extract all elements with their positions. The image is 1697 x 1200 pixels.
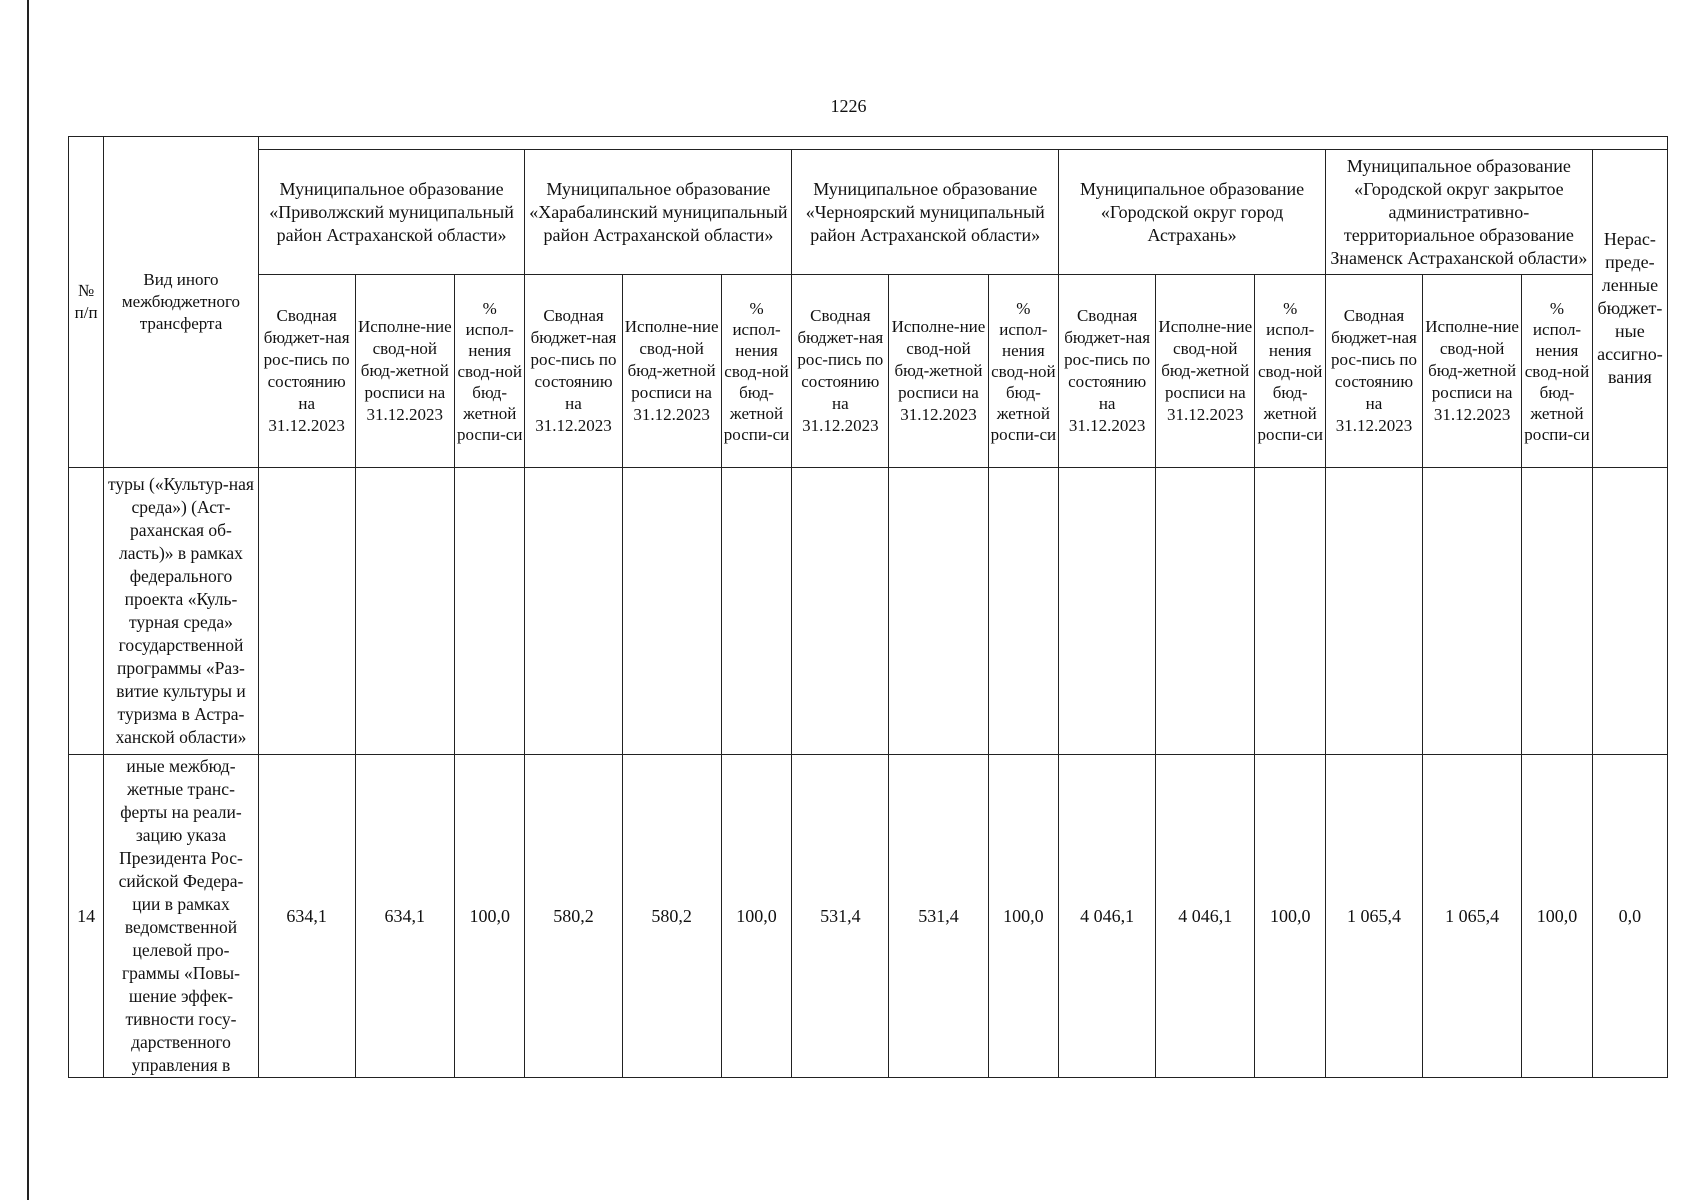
value-cell: 531,4	[792, 755, 889, 1078]
value-cell	[792, 468, 889, 755]
value-cell: 634,1	[258, 755, 355, 1078]
value-cell: 100,0	[721, 755, 792, 1078]
value-cell	[1059, 468, 1156, 755]
value-cell	[1156, 468, 1255, 755]
value-cell: 4 046,1	[1059, 755, 1156, 1078]
exec-header: Исполне-ние свод-ной бюд-жетной росписи на 31.12.2023	[622, 275, 721, 468]
value-cell: 634,1	[355, 755, 454, 1078]
value-cell: 531,4	[889, 755, 988, 1078]
plan-header: Сводная бюджет-ная рос-пись по состоянию на 31.12.2023	[1325, 275, 1422, 468]
plan-header: Сводная бюджет-ная рос-пись по состоянию на 31.12.2023	[525, 275, 622, 468]
pct-header: % испол-нения свод-ной бюд-жетной роспи-си	[454, 275, 525, 468]
value-cell	[525, 468, 622, 755]
pct-header: % испол-нения свод-ной бюд-жетной роспи-си	[1522, 275, 1593, 468]
value-cell: 580,2	[525, 755, 622, 1078]
row-description: туры («Культур-ная среда») (Аст-раханская об-ласть)» в рамках федерального проекта «Куль-турная среда» государственной программы «Раз-витие культуры и туризма в Астра-ханской области»	[104, 468, 258, 755]
page-number: 1226	[830, 96, 867, 116]
value-cell: 100,0	[454, 755, 525, 1078]
header-spacer	[258, 137, 1667, 150]
exec-header: Исполне-ние свод-ной бюд-жетной росписи на 31.12.2023	[889, 275, 988, 468]
value-cell: 100,0	[1255, 755, 1326, 1078]
plan-header: Сводная бюджет-ная рос-пись по состоянию на 31.12.2023	[792, 275, 889, 468]
value-cell	[1522, 468, 1593, 755]
mo-header-chernoyarsky: Муниципальное образование «Черноярский муниципальный район Астраханской области»	[792, 150, 1059, 275]
num-header: № п/п	[69, 137, 104, 468]
row-description: иные межбюд-жетные транс-ферты на реали-зацию указа Президента Рос-сийской Федера-ции в рамках ведомственной целевой про-граммы «Повы-шение эффек-тивности госу-дарственного управления в	[104, 755, 258, 1078]
value-cell: 0,0	[1592, 755, 1667, 1078]
value-cell	[1592, 468, 1667, 755]
unallocated-header: Нерас-преде-ленные бюджет-ные ассигно-вания	[1592, 150, 1667, 468]
plan-header: Сводная бюджет-ная рос-пись по состоянию на 31.12.2023	[1059, 275, 1156, 468]
value-cell	[258, 468, 355, 755]
budget-transfer-table	[68, 136, 1668, 1078]
mo-header-privolzhsky: Муниципальное образование «Приволжский муниципальный район Астраханской области»	[258, 150, 525, 275]
value-cell	[622, 468, 721, 755]
value-cell	[721, 468, 792, 755]
binding-line	[27, 0, 29, 1200]
value-cell: 1 065,4	[1423, 755, 1522, 1078]
pct-header: % испол-нения свод-ной бюд-жетной роспи-си	[988, 275, 1059, 468]
mo-header-znamensk: Муниципальное образование «Городской округ закрытое административно-территориальное образование Знаменск Астраханской области»	[1325, 150, 1592, 275]
table-row	[69, 468, 1668, 755]
value-cell	[1325, 468, 1422, 755]
municipality-header-row	[69, 150, 1668, 275]
mo-header-kharabalinsky: Муниципальное образование «Харабалинский муниципальный район Астраханской области»	[525, 150, 792, 275]
exec-header: Исполне-ние свод-ной бюд-жетной росписи на 31.12.2023	[1156, 275, 1255, 468]
transfer-type-header: Вид иного межбюджетного трансферта	[104, 137, 258, 468]
mo-header-astrakhan: Муниципальное образование «Городской округ город Астрахань»	[1059, 150, 1326, 275]
value-cell: 4 046,1	[1156, 755, 1255, 1078]
row-number: 14	[69, 755, 104, 1078]
value-cell: 1 065,4	[1325, 755, 1422, 1078]
value-cell	[454, 468, 525, 755]
header-top-row	[69, 137, 1668, 150]
pct-header: % испол-нения свод-ной бюд-жетной роспи-си	[1255, 275, 1326, 468]
exec-header: Исполне-ние свод-ной бюд-жетной росписи на 31.12.2023	[355, 275, 454, 468]
value-cell	[1255, 468, 1326, 755]
row-number	[69, 468, 104, 755]
exec-header: Исполне-ние свод-ной бюд-жетной росписи на 31.12.2023	[1423, 275, 1522, 468]
value-cell	[889, 468, 988, 755]
plan-header: Сводная бюджет-ная рос-пись по состоянию на 31.12.2023	[258, 275, 355, 468]
value-cell: 580,2	[622, 755, 721, 1078]
value-cell: 100,0	[1522, 755, 1593, 1078]
column-header-row	[69, 275, 1668, 468]
value-cell: 100,0	[988, 755, 1059, 1078]
value-cell	[988, 468, 1059, 755]
value-cell	[355, 468, 454, 755]
pct-header: % испол-нения свод-ной бюд-жетной роспи-си	[721, 275, 792, 468]
value-cell	[1423, 468, 1522, 755]
table-row	[69, 755, 1668, 1078]
